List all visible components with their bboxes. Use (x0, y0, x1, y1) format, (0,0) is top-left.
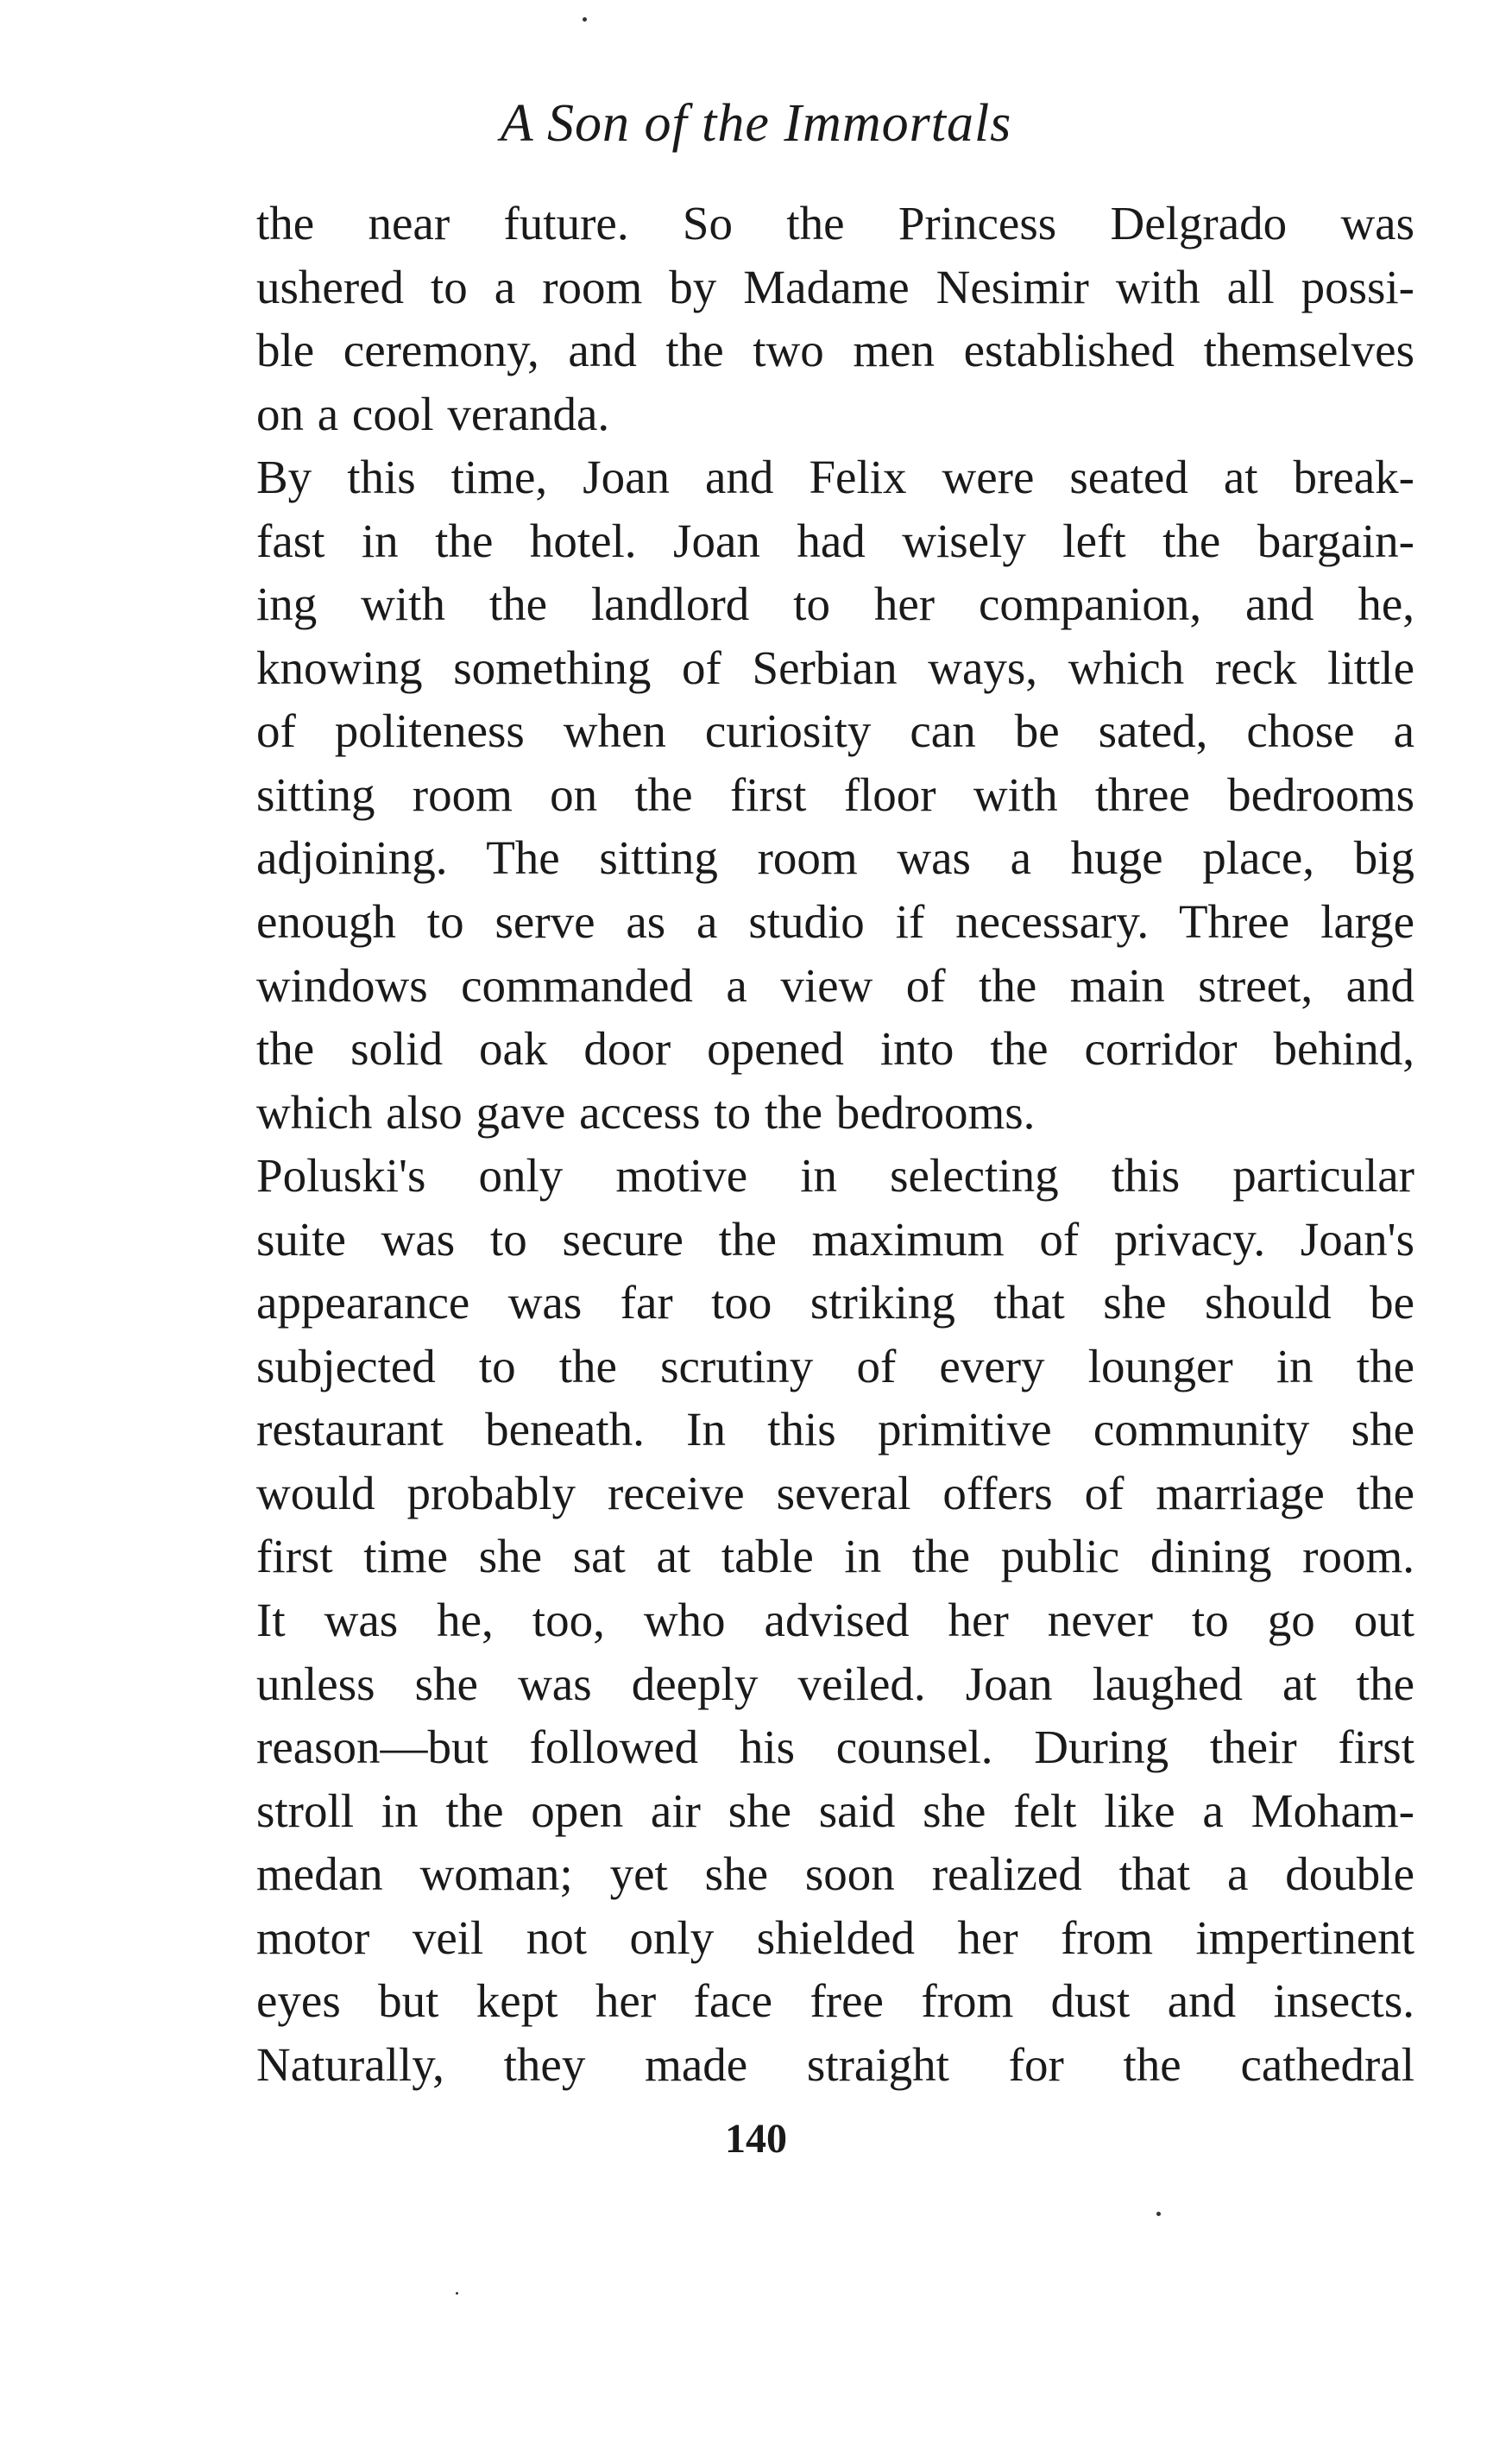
text-line: ble ceremony, and the two men established themselves (256, 324, 1414, 377)
paragraph (256, 1588, 1414, 2033)
text-line: first time she sat at table in the public dining room. (256, 1530, 1414, 1583)
text-line: sitting room on the first floor with three bedrooms (256, 767, 1414, 821)
text-line: reason—but followed his counsel. During their first (256, 1721, 1414, 1774)
text-line: stroll in the open air she said she felt like a Moham- (256, 1784, 1414, 1837)
text-line: adjoining. The sitting room was a huge place, big (256, 831, 1414, 885)
text-line: unless she was deeply veiled. Joan laughed at the (256, 1657, 1414, 1710)
page-number: 140 (725, 2116, 787, 2162)
text-line: which also gave access to the bedrooms. (256, 1085, 1036, 1139)
paragraph (256, 2033, 1414, 2097)
body-text (256, 192, 1414, 2096)
text-line: of politeness when curiosity can be sated, chose a (256, 704, 1414, 758)
text-line: windows commanded a view of the main street, and (256, 958, 1414, 1012)
paragraph (256, 1144, 1414, 1588)
paragraph (256, 445, 1414, 1144)
text-line: restaurant beneath. In this primitive community she (256, 1403, 1414, 1456)
print-speck (1156, 2212, 1161, 2216)
paragraph (256, 192, 1414, 445)
text-line: the near future. So the Princess Delgrado was (256, 197, 1414, 249)
text-line: knowing something of Serbian ways, which reck little (256, 641, 1414, 694)
text-line: the solid oak door opened into the corridor behind, (256, 1022, 1414, 1076)
text-line: enough to serve as a studio if necessary. Three large (256, 895, 1414, 949)
text-line: By this time, Joan and Felix were seated at break- (256, 451, 1414, 504)
running-head: A Son of the Immortals (500, 94, 1012, 153)
text-line: It was he, too, who advised her never to go out (256, 1594, 1414, 1647)
text-line: suite was to secure the maximum of privacy. Joan's (256, 1212, 1414, 1266)
text-line: on a cool veranda. (256, 387, 610, 440)
text-line: fast in the hotel. Joan had wisely left the bargain- (256, 514, 1414, 567)
text-line: Naturally, they made straight for the cathedral (256, 2037, 1414, 2091)
print-speck (456, 2292, 458, 2295)
text-line: ing with the landlord to her companion, and he, (256, 578, 1414, 631)
print-speck (583, 17, 587, 22)
text-line: eyes but kept her face free from dust and insects. (256, 1974, 1414, 2028)
text-line: ushered to a room by Madame Nesimir with all possi- (256, 260, 1414, 313)
text-line: appearance was far too striking that she should be (256, 1276, 1414, 1329)
text-line: medan woman; yet she soon realized that a double (256, 1847, 1414, 1901)
text-line: would probably receive several offers of marriage the (256, 1466, 1414, 1519)
text-line: subjected to the scrutiny of every lounger in the (256, 1339, 1414, 1392)
text-line: Poluski's only motive in selecting this particular (256, 1149, 1414, 1203)
text-line: motor veil not only shielded her from impertinent (256, 1910, 1414, 1964)
